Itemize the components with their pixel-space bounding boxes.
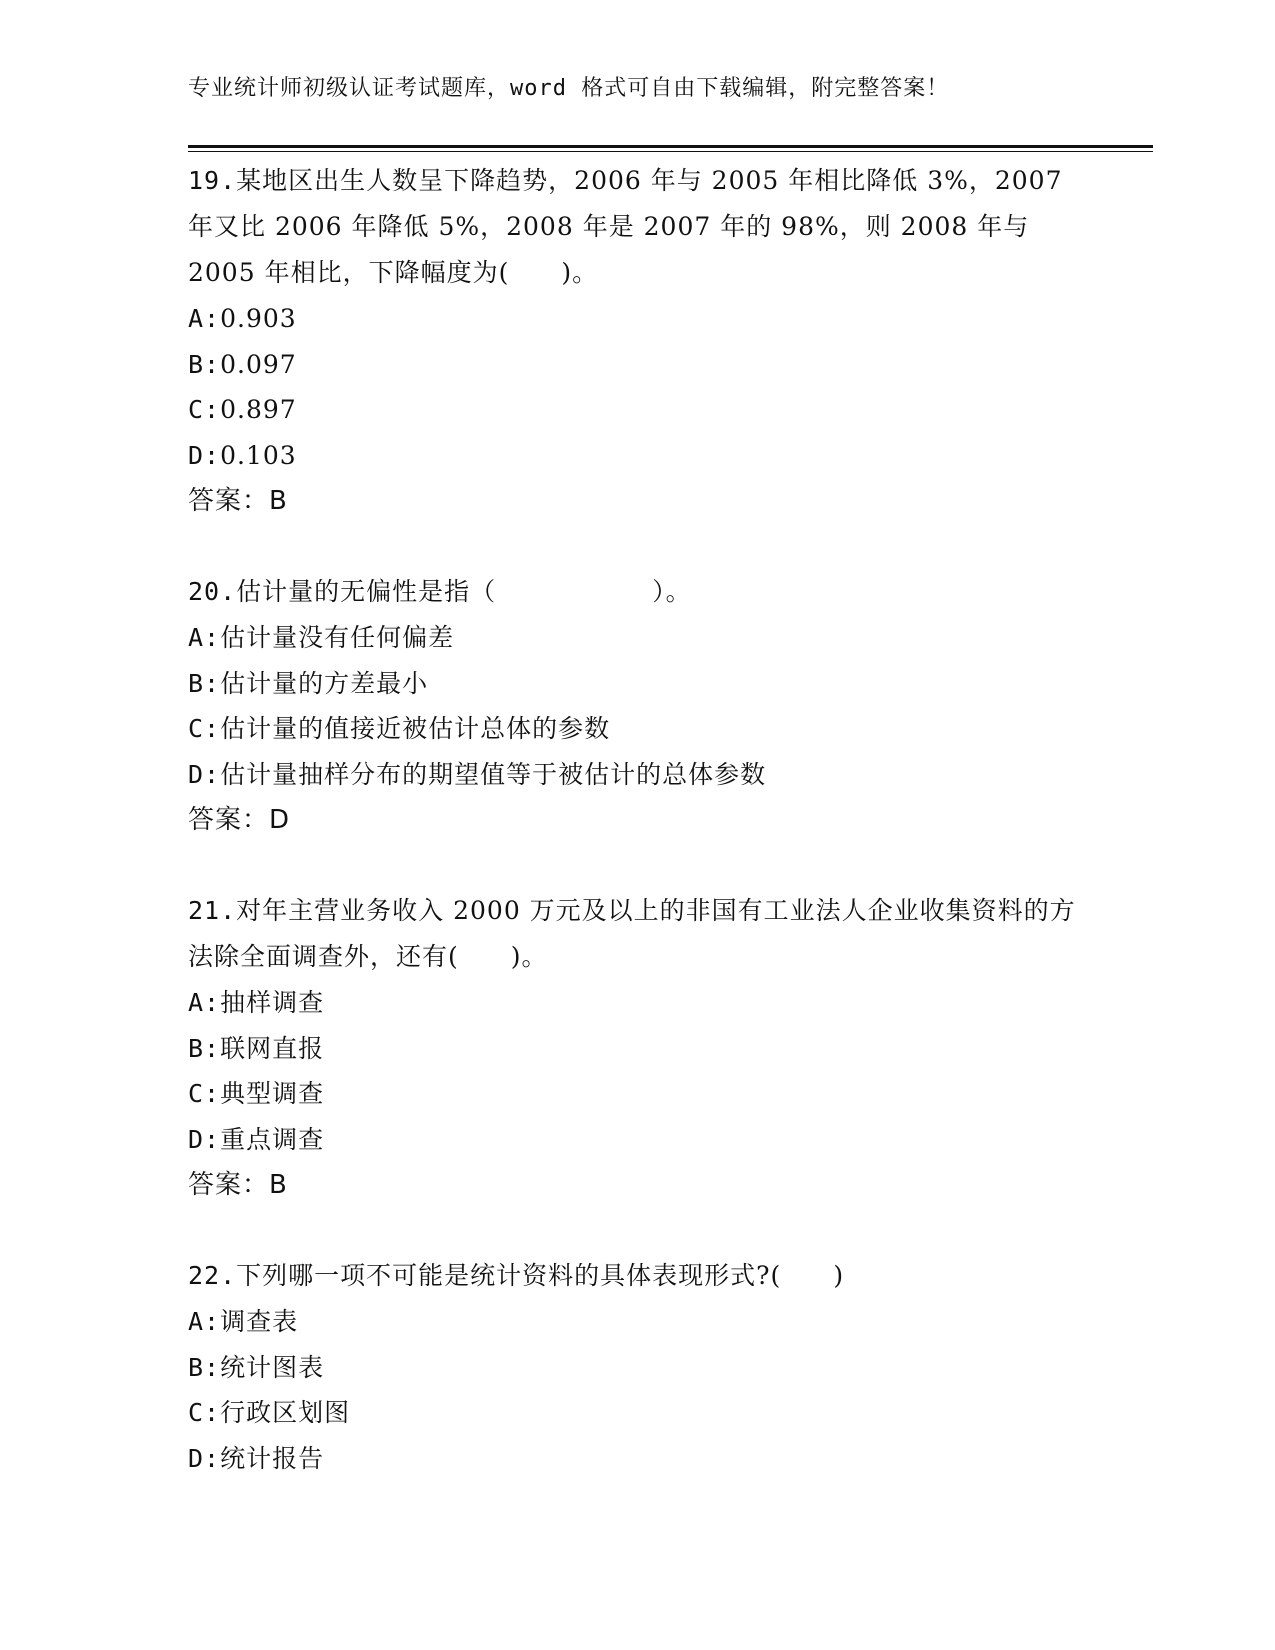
question-number: 21. bbox=[188, 896, 237, 925]
option-letter: D: bbox=[188, 1443, 221, 1473]
option-a bbox=[188, 296, 1088, 342]
option-letter: A: bbox=[188, 304, 221, 333]
option-letter: A: bbox=[188, 623, 221, 652]
option-text: 抽样调查 bbox=[220, 988, 325, 1017]
question-22 bbox=[188, 1253, 1088, 1481]
answer-line: 答案：D bbox=[188, 805, 291, 835]
page-header: 专业统计师初级认证考试题库，word 格式可自由下载编辑，附完整答案！ bbox=[188, 76, 950, 101]
answer-line: 答案：B bbox=[188, 1170, 288, 1200]
option-text: 估计量抽样分布的期望值等于被估计的总体参数 bbox=[220, 759, 767, 789]
question-stem bbox=[188, 569, 1088, 615]
option-a bbox=[188, 615, 1088, 661]
question-21 bbox=[188, 888, 1088, 1208]
option-a bbox=[188, 980, 1088, 1026]
option-text: 行政区划图 bbox=[220, 1398, 351, 1427]
question-list bbox=[188, 158, 1088, 1526]
question-number: 19. bbox=[188, 166, 237, 195]
question-stem bbox=[188, 1253, 1088, 1299]
option-text: 0.103 bbox=[220, 440, 297, 470]
option-text: 统计报告 bbox=[220, 1443, 325, 1473]
option-d bbox=[188, 752, 1088, 798]
option-letter: C: bbox=[188, 395, 221, 424]
option-letter: C: bbox=[188, 1398, 221, 1427]
option-letter: B: bbox=[188, 1352, 221, 1382]
option-d bbox=[188, 433, 1088, 479]
question-number: 22. bbox=[188, 1261, 237, 1290]
option-letter: C: bbox=[188, 1079, 221, 1108]
option-d bbox=[188, 1117, 1088, 1163]
question-text: 估计量的无偏性是指（ ）。 bbox=[236, 577, 692, 606]
header-divider-thick bbox=[188, 145, 1153, 148]
option-b bbox=[188, 1026, 1088, 1072]
option-b bbox=[188, 661, 1088, 707]
option-c bbox=[188, 1071, 1088, 1117]
question-19 bbox=[188, 158, 1088, 524]
option-a bbox=[188, 1299, 1088, 1345]
option-b bbox=[188, 1345, 1088, 1391]
option-text: 调查表 bbox=[220, 1307, 299, 1336]
option-letter: D: bbox=[188, 440, 221, 470]
option-c bbox=[188, 387, 1088, 433]
option-letter: C: bbox=[188, 714, 221, 743]
question-20 bbox=[188, 569, 1088, 843]
option-letter: B: bbox=[188, 668, 221, 698]
option-letter: B: bbox=[188, 349, 221, 379]
question-text: 下列哪一项不可能是统计资料的具体表现形式?( ) bbox=[236, 1261, 845, 1290]
option-text: 估计量的方差最小 bbox=[220, 668, 429, 698]
option-letter: A: bbox=[188, 988, 221, 1017]
option-text: 典型调查 bbox=[220, 1079, 325, 1108]
question-number: 20. bbox=[188, 577, 237, 606]
option-c bbox=[188, 706, 1088, 752]
option-d bbox=[188, 1436, 1088, 1482]
option-text: 估计量没有任何偏差 bbox=[220, 623, 455, 652]
option-letter: D: bbox=[188, 759, 221, 789]
option-text: 联网直报 bbox=[220, 1033, 325, 1063]
option-text: 0.903 bbox=[220, 304, 297, 333]
option-text: 重点调查 bbox=[220, 1124, 325, 1154]
option-letter: D: bbox=[188, 1124, 221, 1154]
question-stem bbox=[188, 888, 1088, 980]
option-text: 0.897 bbox=[220, 395, 297, 424]
option-text: 0.097 bbox=[220, 349, 297, 379]
option-text: 估计量的值接近被估计总体的参数 bbox=[220, 714, 611, 743]
question-text: 某地区出生人数呈下降趋势，2006 年与 2005 年相比降低 3%，2007 年又比 2006 年降低 5%，2008 年是 2007 年的 98%，则 2008 年与 2005 年相比，下降幅度为( )。 bbox=[188, 166, 1063, 287]
question-stem bbox=[188, 158, 1088, 296]
answer-line: 答案：B bbox=[188, 486, 288, 516]
option-letter: B: bbox=[188, 1033, 221, 1063]
option-c bbox=[188, 1390, 1088, 1436]
option-letter: A: bbox=[188, 1307, 221, 1336]
header-divider-thin bbox=[188, 151, 1153, 152]
option-b bbox=[188, 342, 1088, 388]
question-text: 对年主营业务收入 2000 万元及以上的非国有工业法人企业收集资料的方法除全面调查外，还有( )。 bbox=[188, 896, 1076, 971]
option-text: 统计图表 bbox=[220, 1352, 325, 1382]
